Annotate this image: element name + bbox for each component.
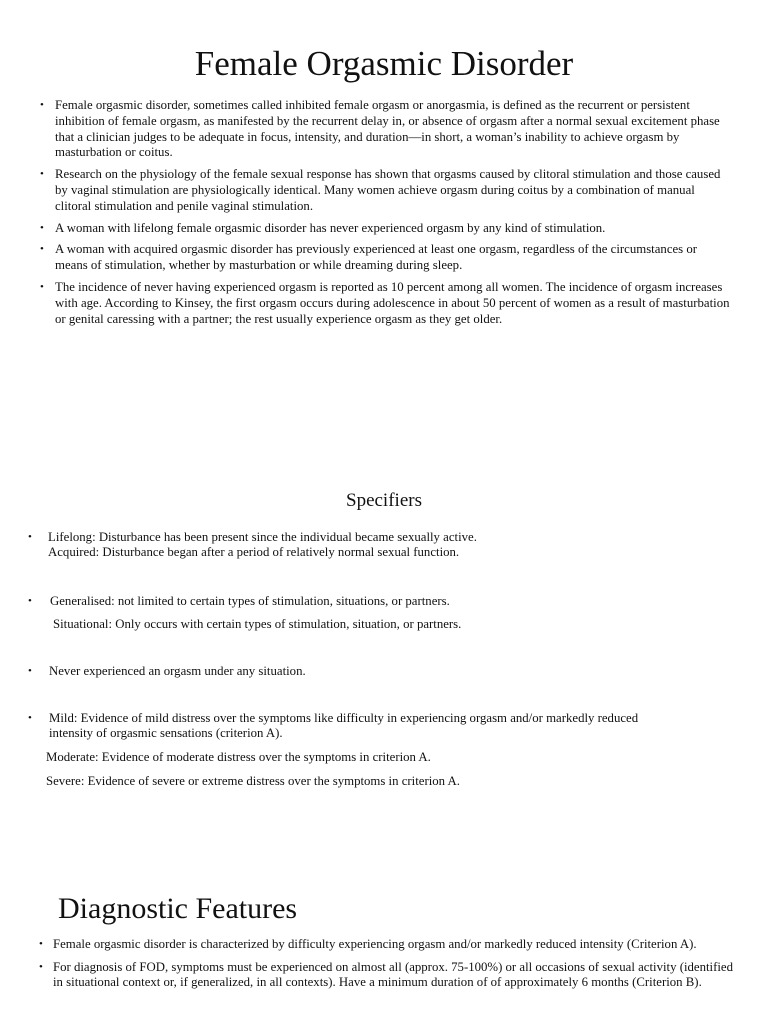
- specifier-severe: Severe: Evidence of severe or extreme distress over the symptoms in criterion A.: [46, 774, 460, 788]
- diagnostic-bullet-criterion-a: • Female orgasmic disorder is characterized by difficulty experiencing orgasm and/or markedly reduced intensity (Criterion A).: [39, 937, 733, 953]
- diagnostic-bullet-list: [39, 937, 733, 998]
- specifier-generalised: Generalised: not limited to certain types of stimulation, situations, or partners.: [50, 594, 450, 608]
- specifiers-heading: Specifiers: [346, 490, 422, 511]
- bullet-marker: •: [28, 595, 32, 607]
- specifier-moderate: Moderate: Evidence of moderate distress over the symptoms in criterion A.: [46, 750, 431, 764]
- intro-bullet-list: [40, 98, 732, 333]
- bullet-marker: •: [28, 712, 32, 724]
- diagnostic-bullet-criterion-b: • For diagnosis of FOD, symptoms must be experienced on almost all (approx. 75-100%) or all occasions of sexual activity (identified in situational context or, if generalized, in all contexts). Have a minimum duration of of approximately 6 months (Criterion B).: [39, 960, 733, 991]
- intro-bullet-physiology: • Research on the physiology of the female sexual response has shown that orgasms caused by clitoral stimulation and those caused by vaginal stimulation are physiologically identical. Many women achieve orgasm during coitus by a combination of manual clitoral stimulation and penile vaginal stimulation.: [40, 167, 732, 214]
- intro-bullet-acquired: • A woman with acquired orgasmic disorder has previously experienced at least one orgasm, regardless of the circumstances or means of stimulation, whether by masturbation or while dreaming during sleep.: [40, 242, 732, 274]
- specifier-mild: Mild: Evidence of mild distress over the symptoms like difficulty in experiencing orgasm and/or markedly reduced: [49, 711, 639, 725]
- specifier-never: Never experienced an orgasm under any situation.: [49, 664, 306, 678]
- specifier-acquired: Acquired: Disturbance began after a period of relatively normal sexual function.: [48, 545, 460, 559]
- intro-bullet-lifelong: • A woman with lifelong female orgasmic disorder has never experienced orgasm by any kind of stimulation.: [40, 221, 732, 237]
- page-title: Female Orgasmic Disorder: [194, 44, 574, 83]
- specifier-lifelong: Lifelong: Disturbance has been present since the individual became sexually active.: [48, 530, 477, 544]
- bullet-marker: •: [28, 531, 32, 543]
- intro-bullet-incidence: • The incidence of never having experienced orgasm is reported as 10 percent among all women. The incidence of orgasm increases with age. According to Kinsey, the first orgasm occurs during adolescence in about 50 percent of women as a result of masturbation or genital caressing with a partner; the rest usually experience orgasm as they get older.: [40, 280, 732, 327]
- bullet-marker: •: [28, 665, 32, 677]
- diagnostic-features-heading: Diagnostic Features: [58, 892, 298, 925]
- specifier-mild-continued: intensity of orgasmic sensations (criterion A).: [49, 726, 283, 740]
- intro-bullet-definition: • Female orgasmic disorder, sometimes called inhibited female orgasm or anorgasmia, is defined as the recurrent or persistent inhibition of female orgasm, as manifested by the recurrent delay in, or absence of orgasm after a normal sexual excitement phase that a clinician judges to be adequate in focus, intensity, and duration—in short, a woman’s inability to achieve orgasm by masturbation or coitus.: [40, 98, 732, 161]
- specifier-situational: Situational: Only occurs with certain types of stimulation, situation, or partners.: [53, 617, 462, 631]
